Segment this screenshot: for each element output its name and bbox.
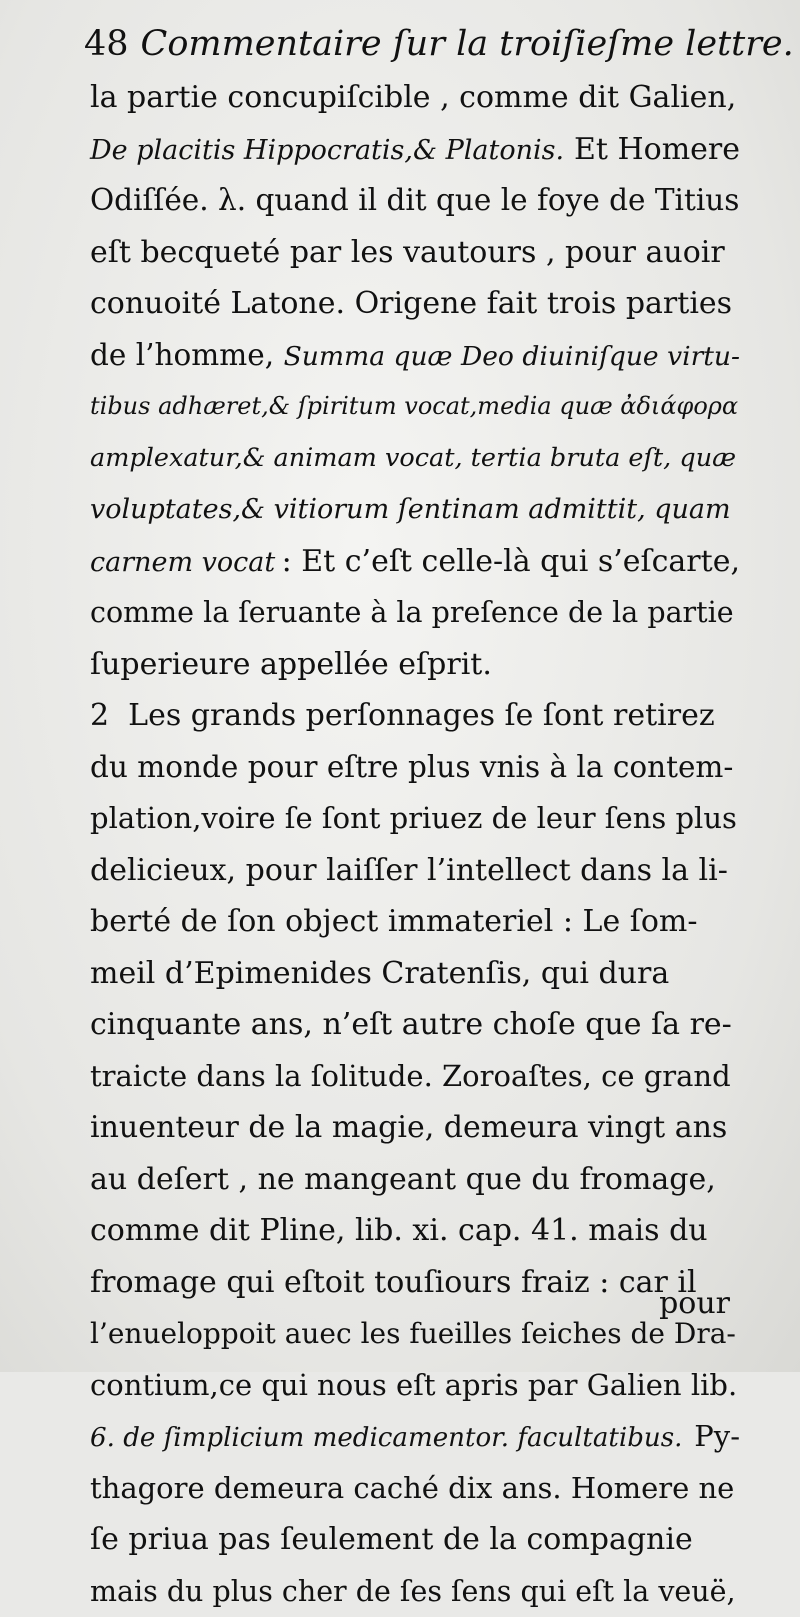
text-line: [90, 1463, 740, 1515]
text-segment: conuoité Latone. Origene fait trois parties: [90, 278, 732, 330]
text-line: [90, 72, 740, 124]
text-line: [90, 1566, 740, 1617]
text-segment: ſe priua pas ſeulement de la compagnie: [90, 1514, 693, 1566]
text-segment: : Et c’eſt celle-là qui s’eſcarte,: [282, 536, 740, 588]
text-segment: comme la ſeruante à la preſence de la partie: [90, 587, 734, 639]
text-line: [90, 1514, 740, 1566]
page-number: 48: [84, 24, 129, 64]
text-line: [90, 948, 740, 1000]
text-line: [90, 227, 740, 279]
italic-segment: Summa quæ Deo diuiniſque virtu-: [284, 331, 740, 383]
text-line: [90, 587, 740, 639]
text-line: [90, 433, 740, 485]
text-line: [90, 639, 740, 691]
text-segment: eſt becqueté par les vautours , pour auoir: [90, 227, 725, 279]
text-segment: du monde pour eſtre plus vnis à la contem-: [90, 742, 733, 794]
text-line: [90, 1308, 740, 1360]
text-line: [90, 793, 740, 845]
text-segment: amplexatur,& animam vocat, tertia bruta eſt, quæ: [90, 433, 736, 485]
text-line: [90, 278, 740, 330]
text-segment: traicte dans la ſolitude. Zoroaſtes, ce grand: [90, 1051, 731, 1103]
text-line: [90, 1360, 740, 1412]
text-segment: fromage qui eſtoit touſiours fraiz : car il: [90, 1257, 697, 1309]
text-segment: tibus adhæret,& ſpiritum vocat,media quæ ἀδιάφορα: [90, 381, 738, 433]
text-line: [90, 690, 740, 742]
text-segment: thagore demeura caché dix ans. Homere ne: [90, 1463, 734, 1515]
text-line: [90, 175, 740, 227]
running-title: Commentaire ſur la troiſieſme lettre.: [141, 24, 794, 64]
text-line: [90, 484, 740, 536]
text-segment: 2 Les grands perſonnages ſe ſont retirez: [90, 690, 715, 742]
text-segment: Py-: [685, 1411, 740, 1463]
body-text: [90, 72, 740, 1617]
page-header: [84, 18, 784, 70]
text-line: [90, 999, 740, 1051]
text-segment: plation,voire ſe ſont priuez de leur ſens plus: [90, 793, 737, 845]
text-line: [90, 330, 740, 382]
text-line: [90, 381, 740, 433]
text-line: [90, 1205, 740, 1257]
text-segment: delicieux, pour laiſſer l’intellect dans la li-: [90, 845, 728, 897]
text-segment: au deſert , ne mangeant que du fromage,: [90, 1154, 716, 1206]
text-line: [90, 124, 740, 176]
text-segment: cinquante ans, n’eſt autre choſe que ſa re-: [90, 999, 732, 1051]
italic-segment: carnem vocat: [90, 537, 275, 589]
italic-segment: De placitis Hippocratis,& Platonis.: [90, 125, 564, 177]
text-segment: meil d’Epimenides Cratenſis, qui dura: [90, 948, 669, 1000]
text-segment: Et Homere: [564, 124, 740, 176]
text-line: [90, 896, 740, 948]
text-line: [90, 845, 740, 897]
text-line: [90, 1257, 740, 1309]
text-segment: mais du plus cher de ſes ſens qui eſt la veuë,: [90, 1566, 736, 1617]
text-segment: voluptates,& vitiorum ſentinam admittit, quam: [90, 484, 731, 536]
text-segment: ſuperieure appellée eſprit.: [90, 639, 492, 691]
text-segment: de l’homme,: [90, 330, 283, 382]
text-segment: comme dit Pline, lib. xi. cap. 41. mais du: [90, 1205, 708, 1257]
text-line: [90, 1051, 740, 1103]
text-line: [90, 742, 740, 794]
text-segment: berté de ſon object immateriel : Le ſom-: [90, 896, 698, 948]
text-segment: inuenteur de la magie, demeura vingt ans: [90, 1102, 727, 1154]
text-segment: la partie concupiſcible , comme dit Galien,: [90, 72, 736, 124]
italic-segment: 6. de ſimplicium medicamentor. facultatibus.: [90, 1413, 682, 1465]
text-line: [90, 1411, 740, 1463]
catchword: pour: [650, 1278, 730, 1330]
text-segment: contium,ce qui nous eſt apris par Galien lib.: [90, 1360, 737, 1412]
text-line: [90, 536, 740, 588]
text-segment: Odiſſée. λ. quand il dit que le foye de Titius: [90, 175, 739, 227]
text-line: [90, 1154, 740, 1206]
text-segment: l’enueloppoit auec les fueilles ſeiches de Dra-: [90, 1308, 736, 1360]
text-line: [90, 1102, 740, 1154]
